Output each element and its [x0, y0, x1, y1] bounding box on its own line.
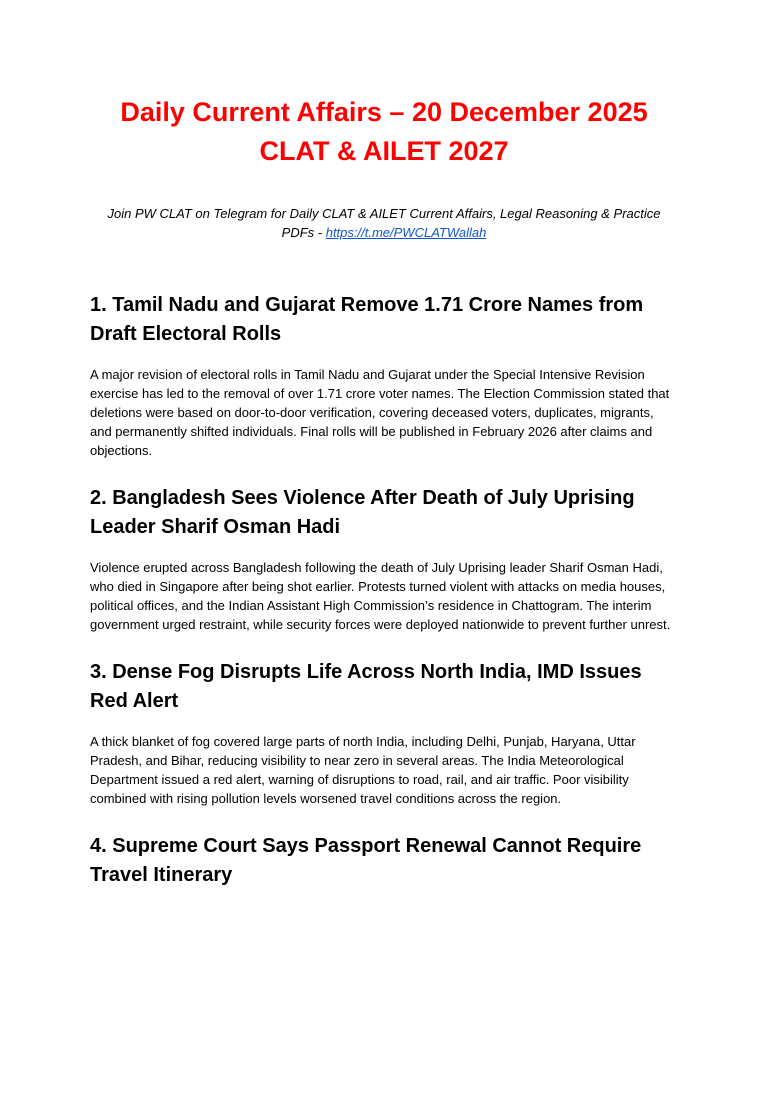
telegram-link[interactable]: https://t.me/PWCLATWallah: [325, 225, 487, 240]
article-2: [90, 484, 678, 634]
article-body: Violence erupted across Bangladesh following the death of July Uprising leader Sharif Osman Hadi, who died in Singapore after being shot earlier. Protests turned violent with attacks on media houses, political offices, and the Indian Assistant High Commission’s residence in Chattogram. The interim government urged restraint, while security forces were deployed nationwide to prevent further unrest.: [90, 560, 671, 632]
article-heading: 2. Bangladesh Sees Violence After Death of July Uprising Leader Sharif Osman Hadi: [90, 487, 635, 538]
page-title: [90, 93, 678, 171]
article-1: [90, 291, 678, 460]
telegram-intro-text: Join PW CLAT on Telegram for Daily CLAT & AILET Current Affairs, Legal Reasoning & Practice PDFs -: [107, 206, 661, 240]
page-title-line-2: CLAT & AILET 2027: [259, 136, 509, 166]
article-heading: 1. Tamil Nadu and Gujarat Remove 1.71 Crore Names from Draft Electoral Rolls: [90, 294, 644, 345]
article-heading: 4. Supreme Court Says Passport Renewal Cannot Require Travel Itinerary: [90, 835, 642, 886]
article-list: [90, 291, 678, 890]
article-body: A major revision of electoral rolls in Tamil Nadu and Gujarat under the Special Intensive Revision exercise has led to the removal of over 1.71 crore voter names. The Election Commission stated that deletions were based on door-to-door verification, covering deceased voters, duplicates, migrants, and permanently shifted individuals. Final rolls will be published in February 2026 after claims and objections.: [90, 367, 670, 458]
article-body: A thick blanket of fog covered large parts of north India, including Delhi, Punjab, Haryana, Uttar Pradesh, and Bihar, reducing visibility to near zero in several areas. The India Meteorological Department issued a red alert, warning of disruptions to road, rail, and air traffic. Poor visibility combined with rising pollution levels worsened travel conditions across the region.: [90, 734, 636, 806]
page-title-line-1: Daily Current Affairs – 20 December 2025: [120, 97, 648, 127]
article-3: [90, 658, 678, 808]
article-heading: 3. Dense Fog Disrupts Life Across North India, IMD Issues Red Alert: [90, 661, 642, 712]
document-page: [0, 93, 768, 1117]
telegram-intro: [90, 204, 678, 242]
article-4: [90, 832, 678, 890]
